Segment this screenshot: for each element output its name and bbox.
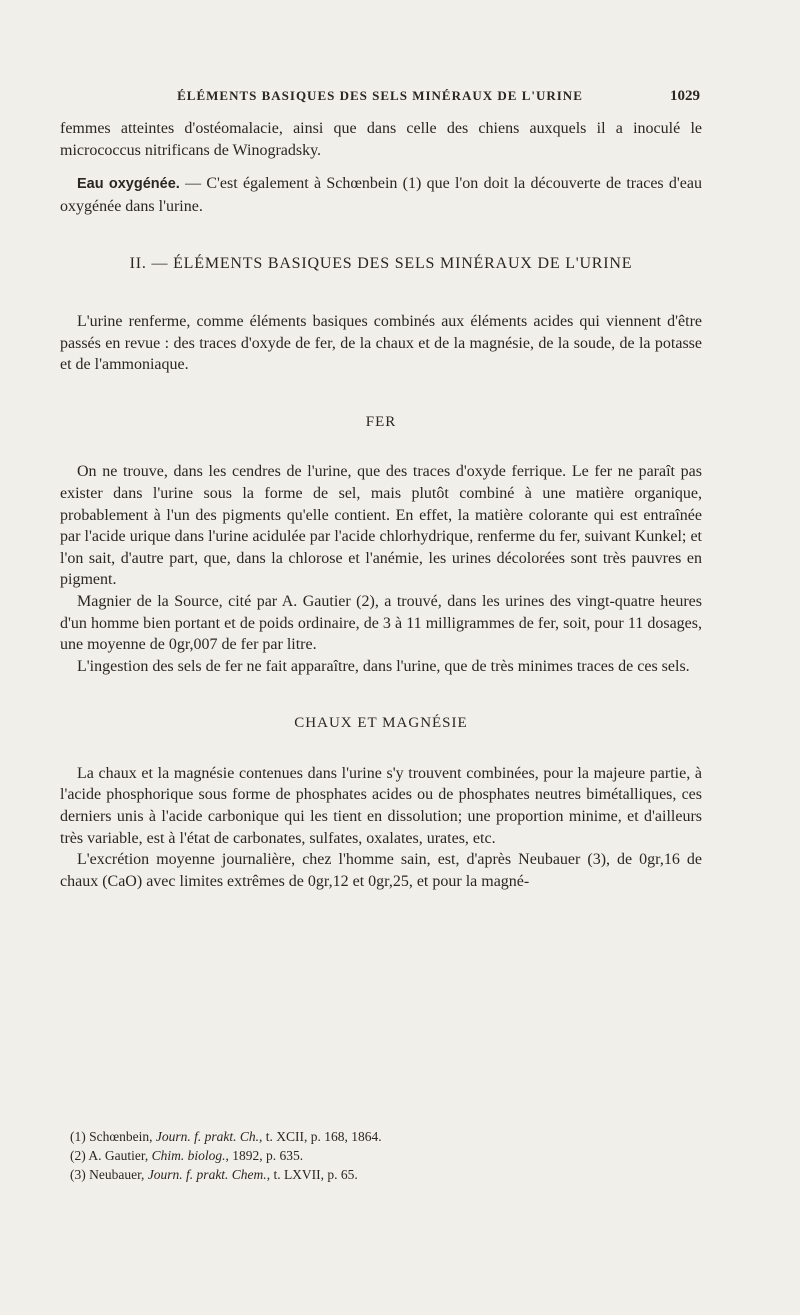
fer-paragraph-3: L'ingestion des sels de fer ne fait apparaître, dans l'urine, que de très minimes traces de ces sels.: [77, 657, 690, 675]
footnote-1: [70, 1127, 690, 1146]
fer-paragraph-2: Magnier de la Source, cité par A. Gautier (2), a trouvé, dans les urines des vingt-quatre heures d'un homme bien portant et de poids ordinaire, de 3 à 11 milligrammes de fer, soit, pour 11 dosages, une moyenne de 0gr,007 de fer par litre.: [60, 592, 702, 654]
footnote-1-rest: , t. XCII, p. 168, 1864.: [259, 1129, 382, 1144]
footnote-3-number: (3): [70, 1167, 86, 1182]
footnote-2-author: A. Gautier,: [88, 1148, 152, 1163]
footnote-3-journal: Journ. f. prakt. Chem.: [147, 1167, 267, 1182]
eau-oxygenee-text: — C'est également à Schœnbein (1) que l'on doit la découverte de traces d'eau oxygénée dans l'urine.: [60, 175, 702, 215]
footnote-3-author: Neubauer,: [89, 1167, 148, 1182]
fer-paragraph-1: On ne trouve, dans les cendres de l'urine, que des traces d'oxyde ferrique. Le fer ne paraît pas exister dans l'urine sous la forme de sel, mais plutôt combiné à une matière organique, probablement à l'un des pigments qu'elle contient. En effet, la matière colorante qui est entraînée par l'acide urique dans l'urine acidulée par l'acide chlorhydrique, renferme du fer, suivant Kunkel; et l'on sait, d'autre part, que, dans la chlorose et l'anémie, les urines décolorées sont très pauvres en pigment.: [60, 463, 702, 589]
fer-heading: FER: [365, 413, 397, 430]
footnote-1-author: Schœnbein,: [89, 1129, 156, 1144]
chaux-paragraph-2: L'excrétion moyenne journalière, chez l'homme sain, est, d'après Neubauer (3), de 0gr,16 de chaux (CaO) avec limites extrêmes de 0gr,12 et 0gr,25, et pour la magné-: [60, 851, 702, 890]
footnote-1-number: (1): [70, 1129, 86, 1144]
section-intro-paragraph: L'urine renferme, comme éléments basiques combinés aux éléments acides qui viennent d'être passés en revue : des traces d'oxyde de fer, de la chaux et de la magnésie, de la soude, de la potasse et de l'ammoniaque.: [60, 312, 702, 374]
footnote-3-rest: , t. LXVII, p. 65.: [266, 1167, 358, 1182]
footnote-2-journal: Chim. biolog.: [151, 1148, 226, 1163]
paragraph-continuation: femmes atteintes d'ostéomalacie, ainsi que dans celle des chiens auxquels il a inoculé le micrococcus nitrificans de Winogradsky.: [60, 120, 702, 159]
footnote-2: [70, 1146, 690, 1165]
footnote-2-rest: , 1892, p. 635.: [225, 1148, 304, 1163]
chaux-paragraph-1: La chaux et la magnésie contenues dans l'urine s'y trouvent combinées, pour la majeure partie, à l'acide phosphorique sous forme de phosphates acides ou de phosphates neutres bimétalliques, ces derniers unis à l'acide carbonique qui les tient en dissolution; une proportion minime, et d'ailleurs très variable, est à l'état de carbonates, sulfates, oxalates, urates, etc.: [60, 764, 702, 847]
section-title: II. — ÉLÉMENTS BASIQUES DES SELS MINÉRAUX DE L'URINE: [129, 255, 633, 273]
eau-oxygenee-label: Eau oxygénée.: [77, 176, 180, 193]
footnote-1-journal: Journ. f. prakt. Ch.: [155, 1129, 259, 1144]
chaux-magnesie-heading: CHAUX ET MAGNÉSIE: [294, 715, 468, 732]
footnote-2-number: (2): [70, 1148, 86, 1163]
footnote-3: [70, 1165, 690, 1184]
running-title: ÉLÉMENTS BASIQUES DES SELS MINÉRAUX DE L'URINE: [177, 88, 583, 103]
footnotes: [70, 1127, 690, 1184]
page-number: 1029: [670, 88, 700, 104]
running-head: [60, 88, 700, 110]
paragraph-eau-oxygenee: [60, 173, 702, 217]
body-text: [60, 118, 702, 892]
